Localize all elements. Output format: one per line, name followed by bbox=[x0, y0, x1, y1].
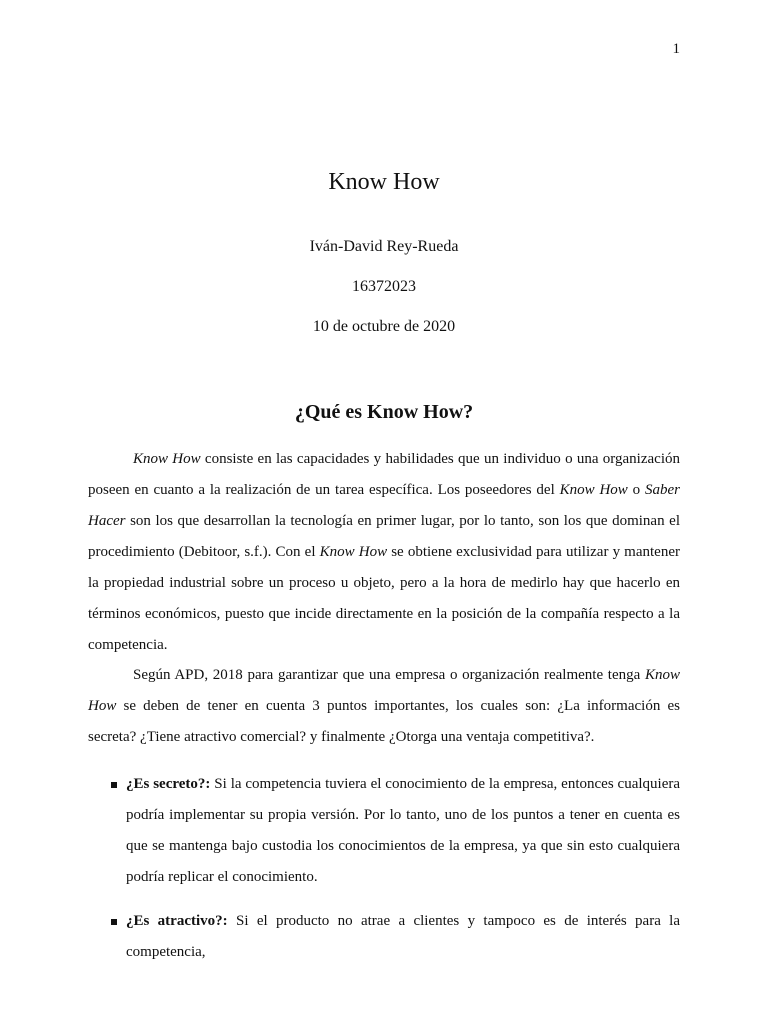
text-run: se deben de tener en cuenta 3 puntos importantes, los cuales son: ¿La información es secreta? ¿Tiene atractivo comercial? y finalmente ¿Otorga una ventaja competitiva?. bbox=[88, 698, 680, 745]
bullet-list bbox=[88, 769, 680, 893]
student-id: 16372023 bbox=[352, 278, 416, 295]
paragraph-apd bbox=[88, 660, 680, 753]
text-run: Según APD, 2018 para garantizar que una empresa o organización realmente tenga bbox=[133, 667, 645, 683]
square-bullet-icon bbox=[111, 919, 117, 925]
page-number: 1 bbox=[672, 41, 680, 57]
paragraph-definition bbox=[88, 444, 680, 661]
term-know-how: Know How bbox=[133, 451, 201, 467]
list-item bbox=[88, 769, 680, 893]
text-run: se obtiene exclusividad para utilizar y mantener la propiedad industrial sobre un proceso u objeto, pero a la hora de medirlo hay que hacerlo en términos económicos, puesto que incide directamente en la posición de la compañía respecto a la competencia. bbox=[88, 544, 680, 653]
list-item bbox=[88, 906, 680, 968]
bullet-text: Si la competencia tuviera el conocimiento de la empresa, entonces cualquiera podría implementar su propia versión. Por lo tanto, uno de los puntos a tener en cuenta es que se mantenga bajo custodia los conocimientos de la empresa, ya que sin esto cualquiera podría replicar el conocimiento. bbox=[126, 776, 681, 885]
section-heading: ¿Qué es Know How? bbox=[294, 401, 474, 423]
bullet-label: ¿Es atractivo?: bbox=[126, 913, 228, 929]
term-know-how: Know How bbox=[559, 482, 628, 498]
term-know-how: Know How bbox=[319, 544, 388, 560]
document-date: 10 de octubre de 2020 bbox=[312, 318, 456, 335]
term-know-how: Know How bbox=[88, 667, 680, 714]
document-title: Know How bbox=[328, 169, 440, 195]
text-run: o bbox=[627, 482, 645, 498]
author-name: Iván-David Rey-Rueda bbox=[309, 238, 459, 255]
bullet-label: ¿Es secreto?: bbox=[126, 776, 211, 792]
square-bullet-icon bbox=[111, 782, 117, 788]
text-run: consiste en las capacidades y habilidades que un individuo o una organización poseen en cuanto a la realización de un tarea específica. Los poseedores del bbox=[88, 451, 680, 498]
bullet-text: Si el producto no atrae a clientes y tampoco es de interés para la competencia, bbox=[126, 913, 681, 960]
term-saber-hacer: Saber Hacer bbox=[88, 482, 680, 529]
text-run: son los que desarrollan la tecnología en primer lugar, por lo tanto, son los que dominan el procedimiento (Debitoor, s.f.). Con el bbox=[88, 513, 680, 560]
bullet-list bbox=[88, 906, 680, 968]
